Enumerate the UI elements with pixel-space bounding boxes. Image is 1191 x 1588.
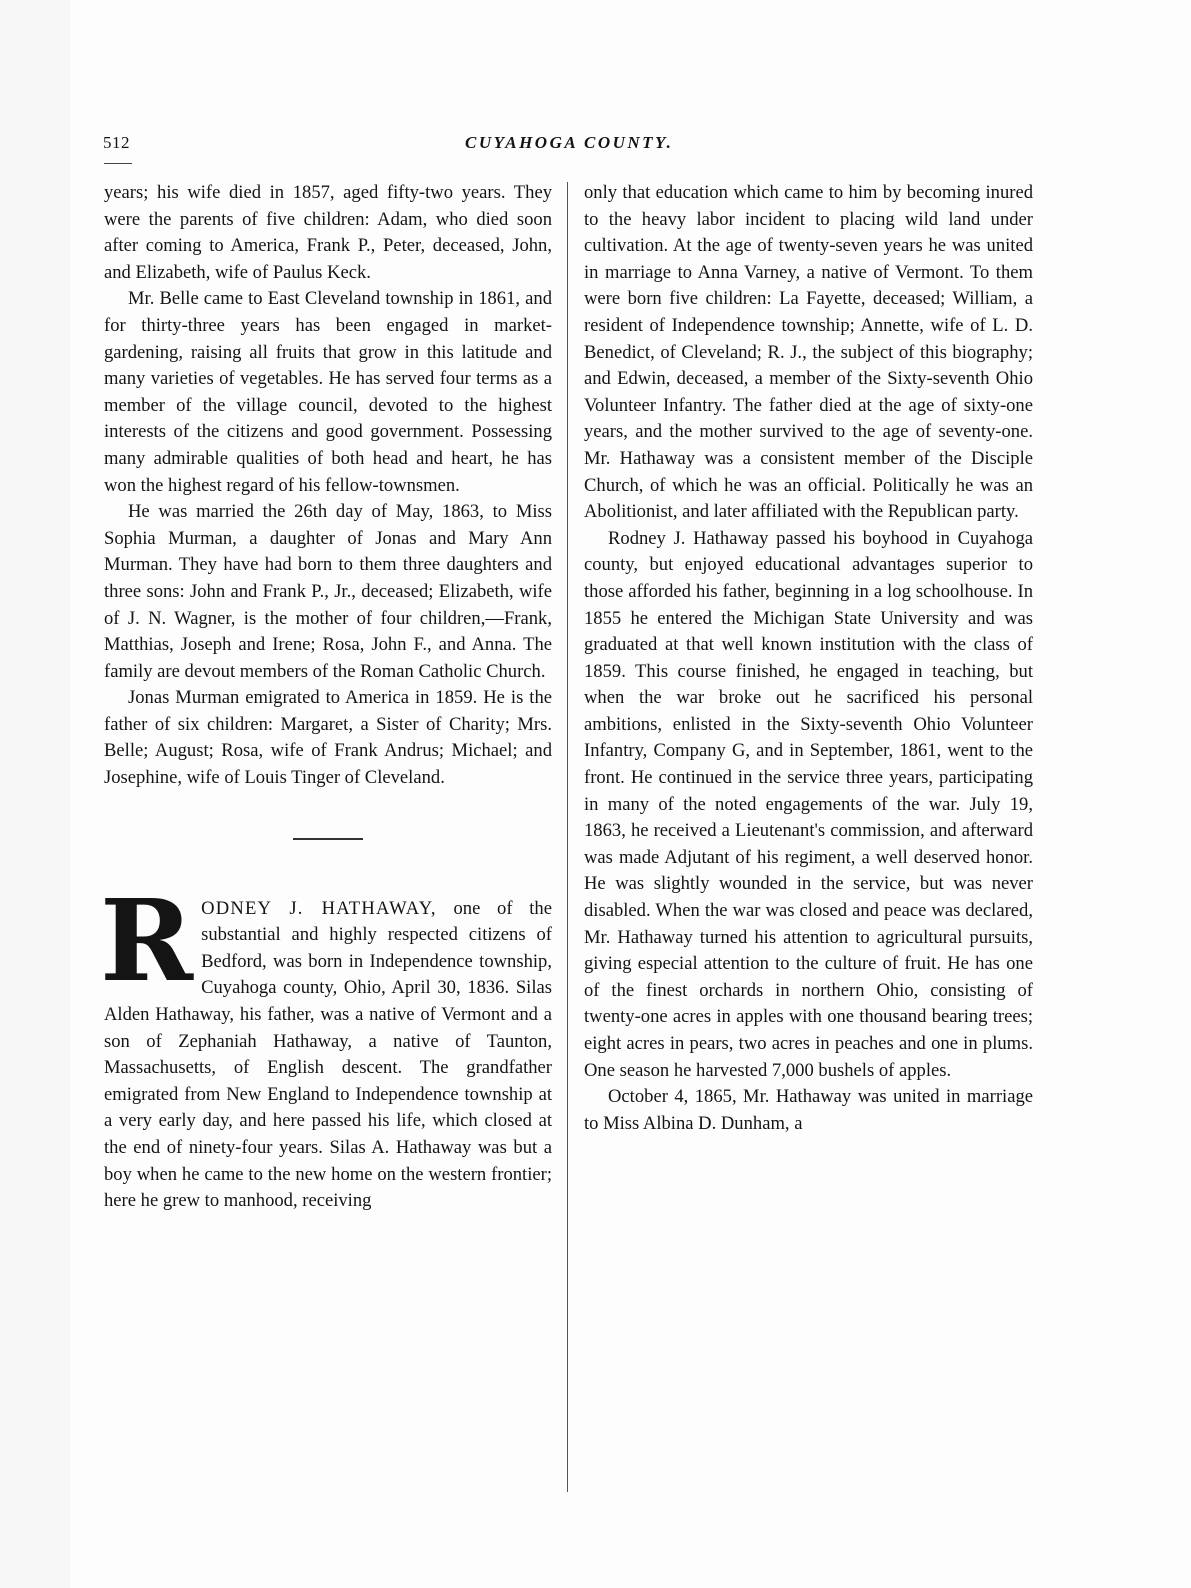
biography-text: one of the substantial and highly respected citizens of Bedford, was born in Independence township, Cuyahoga county, Ohio, April 30, 1836. Silas Alden Hathaway, his father, was a native of Vermont and a son of Zephaniah Hathaway, a native of Taunton, Massachusetts, of English descent. The grandfather emigrated from New England to Independence township at a very early day, and here passed his life, which closed at the end of ninety-four years. Silas A. Hathaway was but a boy when he came to the new home on the western frontier; here he grew to manhood, receiving (104, 897, 552, 1212)
running-title: CUYAHOGA COUNTY. (465, 133, 674, 152)
biography-opening-paragraph (100, 875, 552, 1215)
right-column (584, 180, 1033, 1137)
biography-subject-name: ODNEY J. HATHAWAY, (201, 897, 437, 919)
paragraph: Mr. Belle came to East Cleveland township in 1861, and for thirty-three years has been engaged in market-gardening, raising all fruits that grow in this latitude and many varieties of vegetables. He has served four terms as a member of the village council, devoted to the highest interests of the citizens and good government. Possessing many admirable qualities of both head and heart, he has won the highest regard of his fellow-townsmen. (104, 288, 552, 496)
paragraph: Rodney J. Hathaway passed his boyhood in Cuyahoga county, but enjoyed educational advantages superior to those afforded his father, beginning in a log schoolhouse. In 1855 he entered the Michigan State University and was graduated at that well known institution with the class of 1859. This course finished, he engaged in teaching, but when the war broke out he sacrificed his personal ambitions, enlisted in the Sixty-seventh Ohio Volunteer Infantry, Company G, and in September, 1861, went to the front. He continued in the service three years, participating in many of the noted engagements of the war. July 19, 1863, he received a Lieutenant's commission, and afterward was made Adjutant of his regiment, a well deserved honor. He was slightly wounded in the service, but was never disabled. When the war was closed and peace was declared, Mr. Hathaway turned his attention to agricultural pursuits, giving especial attention to the culture of fruit. He has one of the finest orchards in northern Ohio, consisting of twenty-one acres in apples with one thousand bearing trees; eight acres in pears, two acres in peaches and one in plums. One season he harvested 7,000 bushels of apples. (584, 527, 1033, 1081)
paragraph: years; his wife died in 1857, aged fifty-two years. They were the parents of five children: Adam, who died soon after coming to America, Frank P., Peter, deceased, John, and Elizabeth, wife of Paulus Keck. (104, 182, 552, 283)
page-number: 512 (103, 133, 130, 152)
paragraph: Jonas Murman emigrated to America in 1859. He is the father of six children: Margaret, a Sister of Charity; Mrs. Belle; August; Rosa, wife of Frank Andrus; Michael; and Josephine, wife of Louis Tinger of Cleveland. (104, 687, 552, 789)
paragraph: October 4, 1865, Mr. Hathaway was united in marriage to Miss Albina D. Dunham, a (584, 1086, 1033, 1134)
header-mark (104, 163, 132, 164)
section-divider-rule (293, 838, 363, 840)
paragraph: only that education which came to him by becoming inured to the heavy labor incident to placing wild land under cultivation. At the age of twenty-seven years he was united in marriage to Anna Varney, a native of Vermont. To them were born five children: La Fayette, deceased; William, a resident of Independence township; Annette, wife of L. D. Benedict, of Cleveland; R. J., the subject of this biography; and Edwin, deceased, a member of the Sixty-seventh Ohio Volunteer Infantry. The father died at the age of sixty-one years, and the mother survived to the age of seventy-one. Mr. Hathaway was a consistent member of the Disciple Church, of which he was an official. Politically he was an Abolitionist, and later affiliated with the Republican party. (584, 182, 1033, 523)
paragraph: He was married the 26th day of May, 1863, to Miss Sophia Murman, a daughter of Jonas and Mary Ann Murman. They have had born to them three daughters and three sons: John and Frank P., Jr., deceased; Elizabeth, wife of J. N. Wagner, is the mother of four children,—Frank, Matthias, Joseph and Irene; Rosa, John F., and Anna. The family are devout members of the Roman Catholic Church. (104, 501, 552, 682)
left-column (100, 180, 552, 1215)
drop-cap-letter: R (100, 875, 194, 1007)
column-divider (567, 182, 568, 1492)
scan-margin-shade (0, 0, 70, 1588)
